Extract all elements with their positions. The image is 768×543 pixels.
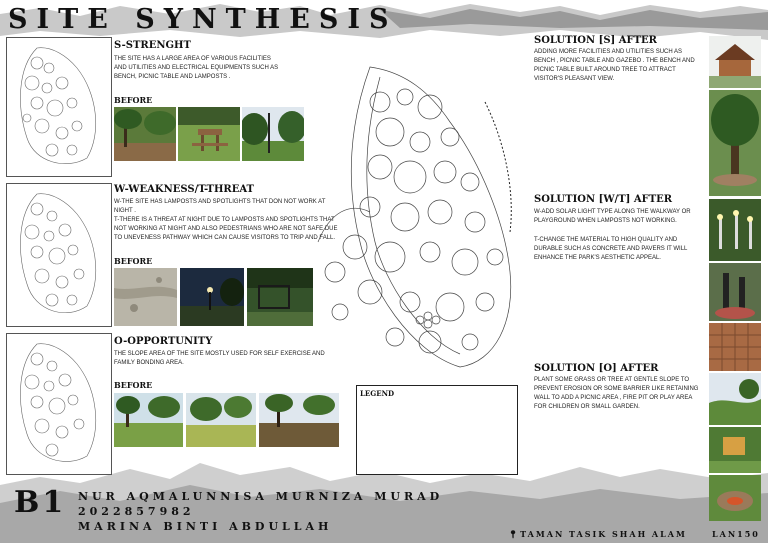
opportunity-photo-3 — [259, 393, 339, 447]
map-pin-icon: 📍︎ — [508, 529, 521, 539]
opportunity-photo-1 — [114, 393, 183, 447]
student-name: NUR AQMALUNNISA MURNIZA MURAD — [78, 490, 444, 503]
weakness-photo-3 — [247, 268, 313, 326]
strength-site-plan-thumbnail — [6, 37, 112, 177]
solution-s-text: ADDING MORE FACILITIES AND UTILITIES SUCH AS BENCH , PICNIC TABLE AND GAZEBO . THE BENCH AND PICNIC TABLE BUILT AROUND TREE TO ATTRACT VISITOR'S PLEASANT VIEW. — [534, 49, 695, 82]
after-photo-fire-pit — [709, 475, 761, 521]
weakness-photo-2 — [180, 268, 244, 326]
names-block — [78, 489, 443, 534]
strength-photo-1 — [114, 107, 176, 161]
page-title: SITE SYNTHESIS — [8, 4, 398, 35]
strength-photo-3 — [242, 107, 304, 161]
after-photo-tree-bench — [709, 90, 761, 196]
after-photo-pavers — [709, 323, 761, 371]
opportunity-heading: O-OPPORTUNITY — [114, 336, 213, 347]
after-photo-slope-garden — [709, 373, 761, 425]
weakness-photo-1 — [114, 268, 177, 326]
location-label: TAMAN TASIK SHAH ALAM — [520, 529, 687, 539]
solution-wt-text-w: W-ADD SOLAR LIGHT TYPE ALONG THE WALKWAY OR PLAYGROUND WHEN LAMPOSTS NOT WORKING. — [534, 209, 691, 224]
student-id: 2022857982 — [78, 505, 195, 518]
opportunity-photo-2 — [186, 393, 256, 447]
opportunity-before-label: BEFORE — [114, 380, 153, 390]
opportunity-site-plan-thumbnail — [6, 333, 112, 475]
weakness-text-t: T-THERE IS A THREAT AT NIGHT DUE TO LAMPOSTS AND SPOTLIGHTS THAT NOT WORKING AT NIGHT AND ALSO PEDESTRIANS WHO ARE NOT SAFE DUE TO UNEVENESS PATHWAY WHICH CAN CAUSE VISITORS TO TRIP AND FALL. — [114, 217, 338, 241]
weakness-heading: W-WEAKNESS/T-THREAT — [114, 184, 254, 195]
after-photo-lamps — [709, 263, 761, 321]
after-photo-play-area — [709, 427, 761, 473]
solution-o-heading: SOLUTION [O] AFTER — [534, 363, 659, 374]
solution-wt-heading: SOLUTION [W/T] AFTER — [534, 194, 673, 205]
legend-label: LEGEND — [360, 389, 395, 398]
group-badge: B1 — [14, 485, 67, 520]
after-photo-solar-light — [709, 199, 761, 261]
solution-s-heading: SOLUTION [S] AFTER — [534, 35, 657, 46]
weakness-text-w: W-THE SITE HAS LAMPOSTS AND SPOTLIGHTS THAT DON NOT WORK AT NIGHT . — [114, 199, 326, 214]
opportunity-text: THE SLOPE AREA OF THE SITE MOSTLY USED FOR SELF EXERCISE AND FAMILY BONDING AREA. — [114, 351, 325, 366]
solution-o-text: PLANT SOME GRASS OR TREE AT GENTLE SLOPE TO PREVENT EROSION OR SOME BARRIER LIKE RETAINING WALL TO ADD A PICNIC AREA , FIRE PIT OR PLAY AREA FOR CHILDREN OR SMALL GARDEN. — [534, 377, 699, 410]
strength-heading: S-STRENGHT — [114, 40, 191, 51]
solution-wt-text-t: T-CHANGE THE MATERIAL TO HIGH QUALITY AND DURABLE SUCH AS CONCRETE AND PAVERS IT WILL ENHANCE THE PARK'S AESTHETIC APPEAL. — [534, 237, 688, 261]
course-code: LAN150 — [712, 529, 760, 539]
strength-text: THE SITE HAS A LARGE AREA OF VARIOUS FACILITIES AND UTILITIES AND ELECTRICAL EQUIPMENTS SUCH AS BENCH, PICNIC TABLE AND LAMPOSTS . — [114, 56, 279, 80]
site-plan-drawing — [310, 62, 525, 377]
location-label-wrap — [508, 529, 687, 539]
lecturer-name: MARINA BINTI ABDULLAH — [78, 520, 333, 533]
after-photo-gazebo — [709, 36, 761, 88]
weakness-before-label: BEFORE — [114, 256, 153, 266]
legend-box — [356, 385, 518, 475]
strength-before-label: BEFORE — [114, 95, 153, 105]
weakness-site-plan-thumbnail — [6, 183, 112, 327]
strength-photo-2 — [178, 107, 240, 161]
